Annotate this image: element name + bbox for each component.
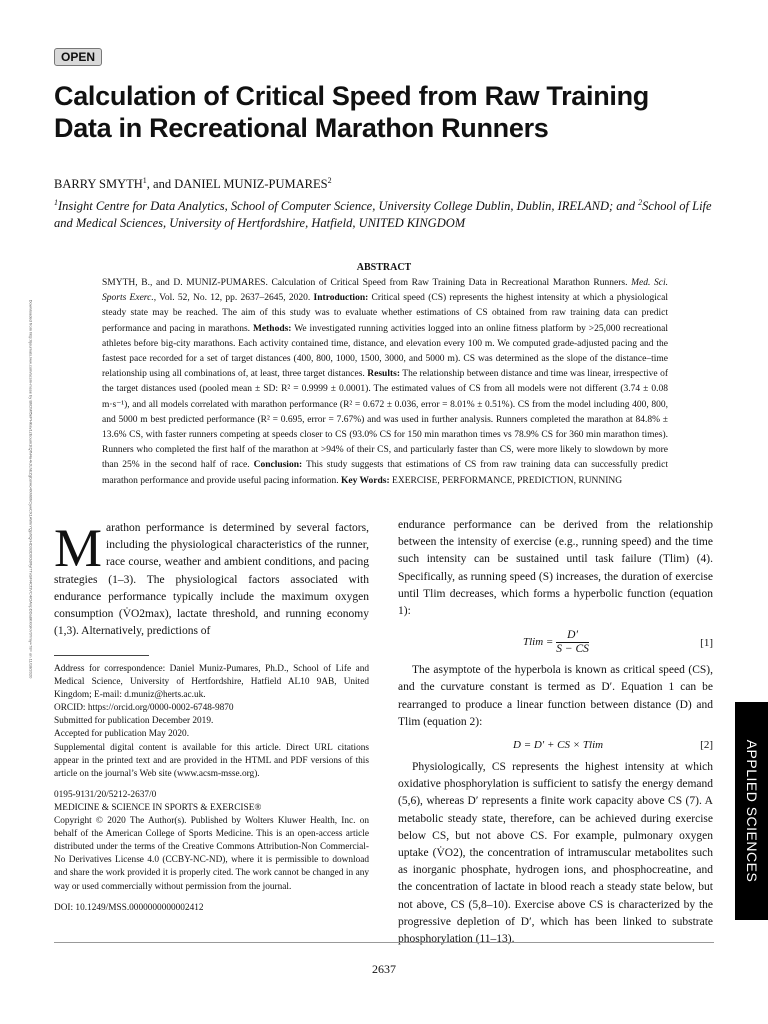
affil-1: Insight Centre for Data Analytics, School of Computer Science, University College Dublin, Dublin, IRELAND; and — [58, 199, 639, 214]
abstract-journal: Med. Sci. Sports Exerc. — [102, 278, 668, 304]
paragraph-3: Physiologically, CS represents the highest intensity at which oxidative phosphorylation is sufficient to satisfy the energy demand (5,6), whereas D′ represents a finite work capacity above CS (7). A metabolic steady state, therefore, can be achieved during exercise below CS, but not above CS. For example, pulmonary oxygen uptake (V̇O2), the concentration of intramuscular metabolites such as inorganic phosphate, hydrogen ions, and phosphocreatine, and the concentration of lactate in blood reach a steady state below, but not above, CS (5,8–10). Exercise above CS is characterized by the progressive depletion of D′, which has been linked to substrate phosphorylation (11–13). — [398, 761, 713, 946]
copyright-notice: Copyright © 2020 The Author(s). Published by Wolters Kluwer Health, Inc. on behalf of the American College of Sports Medicine. This is an open-access article distributed under the terms of the Creative Commons Attribution-Non Commercial-No Derivatives License 4.0 (CCBY-NC-ND), where it is permissible to download and share the work provided it is properly cited. The work cannot be changed in any way or used commercially without permission from the journal. — [54, 816, 369, 892]
footer-rule — [54, 942, 714, 943]
supplemental-note: Supplemental digital content is available for this article. Direct URL citations appear in the printed text and are provided in the HTML and PDF versions of this article on the journal’s Web site (www.acsm-msse.org). — [54, 742, 369, 779]
body-column-left — [54, 520, 369, 640]
submitted-date: Submitted for publication December 2019. — [54, 716, 214, 727]
affil-2-marker: 2 — [638, 198, 643, 207]
paragraph-2: The asymptote of the hyperbola is known as critical speed (CS), and the curvature constant is termed as D′. Equation 1 can be rearranged to produce a linear function between distance (D) and Tlim (equation 2): — [398, 664, 713, 728]
equation-2-label: [2] — [700, 739, 713, 752]
accepted-date: Accepted for publication May 2020. — [54, 729, 190, 740]
author-list — [54, 176, 332, 192]
keywords-label: Key Words: — [341, 475, 390, 486]
paragraph-1: endurance performance can be derived from the relationship between the intensity of exercise (e.g., running speed) and the time such intensity can be sustained until task failure (Tlim) (4). Specifically, as running speed (S) increases, the duration of exercise until Tlim decreases, which forms a hyperbolic function (equation 1): — [398, 519, 713, 618]
article-title — [54, 80, 734, 144]
equation-1-label: [1] — [700, 637, 713, 650]
author-1: BARRY SMYTH — [54, 177, 143, 192]
orcid-link[interactable]: ORCID: https://orcid.org/0000-0002-6748-9870 — [54, 703, 234, 714]
author-1-affil: 1 — [142, 176, 147, 185]
intro-label: Introduction: — [313, 293, 369, 304]
equation-2-body: D = D′ + CS × Tlim — [513, 739, 604, 752]
equation-1-body — [523, 629, 589, 656]
section-side-label: APPLIED SCIENCES — [744, 739, 760, 883]
download-margin-note: Downloaded from http://journals.lww.com/acsm-msse by BhDMf5ePHKav1zEoum1tQfN4a+kJLhEZgbsIHo4XMi0hCywCX1AWnYQp/IlQrHD3i3D0OdRyi7TvSFl4Cf3VC4/OAVpDDa8KKGKV0Ymy+78= on 11/18/2020 — [28, 299, 34, 679]
correspondence-address: Address for correspondence: Daniel Muniz-Pumares, Ph.D., School of Life and Medical Science, University of Hertfordshire, Hatfield AL10 9AB, United Kingdom; E-mail: d.muniz@herts.ac.uk. — [54, 664, 369, 701]
drop-cap: M — [54, 518, 103, 578]
results-label: Results: — [367, 369, 400, 380]
equation-1-denominator: S − CS — [556, 643, 589, 656]
abstract-volume: , Vol. 52, No. 12, pp. 2637–2645, 2020. — [153, 293, 311, 304]
doi[interactable]: DOI: 10.1249/MSS.0000000000002412 — [54, 902, 204, 913]
keywords-text: EXERCISE, PERFORMANCE, PREDICTION, RUNNING — [392, 475, 623, 486]
author-2: DANIEL MUNIZ-PUMARES — [174, 177, 328, 192]
equation-1-lhs: Tlim = — [523, 636, 554, 649]
affil-2: School of Life and Medical Sciences, University of Hertfordshire, Hatfield, UNITED KINGDOM — [54, 199, 712, 231]
abstract-body — [102, 276, 668, 489]
author-2-affil: 2 — [327, 176, 332, 185]
footnote-divider — [54, 655, 149, 656]
equation-2 — [398, 733, 713, 759]
conclusion-label: Conclusion: — [253, 460, 303, 471]
affil-1-marker: 1 — [54, 198, 58, 207]
title-line-1: Calculation of Critical Speed from Raw Training — [54, 81, 649, 111]
conclusion-text: This study suggests that estimations of CS from raw training data can successfully predict marathon performance and provide useful pacing information. — [102, 460, 668, 486]
equation-1-numerator: D′ — [556, 629, 589, 643]
issn: 0195-9131/20/5212-2637/0 — [54, 789, 157, 800]
author-connector: , and — [146, 177, 175, 192]
open-access-badge: OPEN — [54, 48, 102, 66]
methods-label: Methods: — [252, 323, 292, 334]
affiliations — [54, 194, 714, 232]
page-number: 2637 — [372, 962, 396, 976]
intro-paragraph: arathon performance is determined by several factors, including the physiological characteristics of the runner, race course, weather and ambient conditions, and pacing strategies (1–3). The physiological factors associated with endurance performance typically include the maximum oxygen consumption (V̇O2max), lactate threshold, and running economy (1,3). Alternatively, predictions of — [54, 522, 369, 638]
body-column-right — [398, 517, 713, 948]
title-line-2: Data in Recreational Marathon Runners — [54, 113, 549, 143]
intro-text: Critical speed (CS) represents the highest intensity at which a physiological steady state may be reached. The aim of this study was to evaluate whether estimations of CS obtained from raw training data can predict performance and pacing in marathons. — [102, 293, 668, 334]
article-notes — [54, 663, 369, 915]
results-text: The relationship between distance and time was linear, irrespective of the target distances used (pooled mean ± SD: R² = 0.9999 ± 0.0001). The estimated values of CS from all models were not different (3.74 ± 0.08 m·s⁻¹), and all models correlated with marathon performance (R² = 0.672 ± 0.036, error = 8.01% ± 0.51%). CS from the model including 400, 800, and 5000 m best predicted performance (R² = 0.695, error = 7.67%) and was used in further analysis. Runners completed the marathon at 84.8% ± 13.6% CS, with faster runners competing at speeds closer to CS (93.0% CS for 150 min marathon times vs 78.9% CS for 360 min marathon times). Runners who completed the first half of the marathon at >94% of their CS, and particularly faster than CS, were more likely to slowdown by more than 25% in the second half of race. — [102, 369, 669, 471]
journal-name: MEDICINE & SCIENCE IN SPORTS & EXERCISE® — [54, 802, 262, 813]
abstract-citation: SMYTH, B., and D. MUNIZ-PUMARES. Calculation of Critical Speed from Raw Training Data in Recreational Marathon Runners. — [102, 278, 628, 288]
equation-1-fraction — [556, 629, 589, 656]
abstract-heading: ABSTRACT — [356, 262, 412, 273]
methods-text: We investigated running activities logged into an online fitness platform by >25,000 recreational athletes before big-city marathons. Each activity contained time, distance, and elevation every 100 m. We computed grade-adjusted pacing and the fastest pace recorded for a set of target distances (400, 800, 1000, 1500, 3000, and 5000 m). CS was determined as the slope of the distance–time relationship using all combinations of, at least, three target distances. — [102, 323, 668, 380]
equation-1 — [398, 626, 713, 662]
